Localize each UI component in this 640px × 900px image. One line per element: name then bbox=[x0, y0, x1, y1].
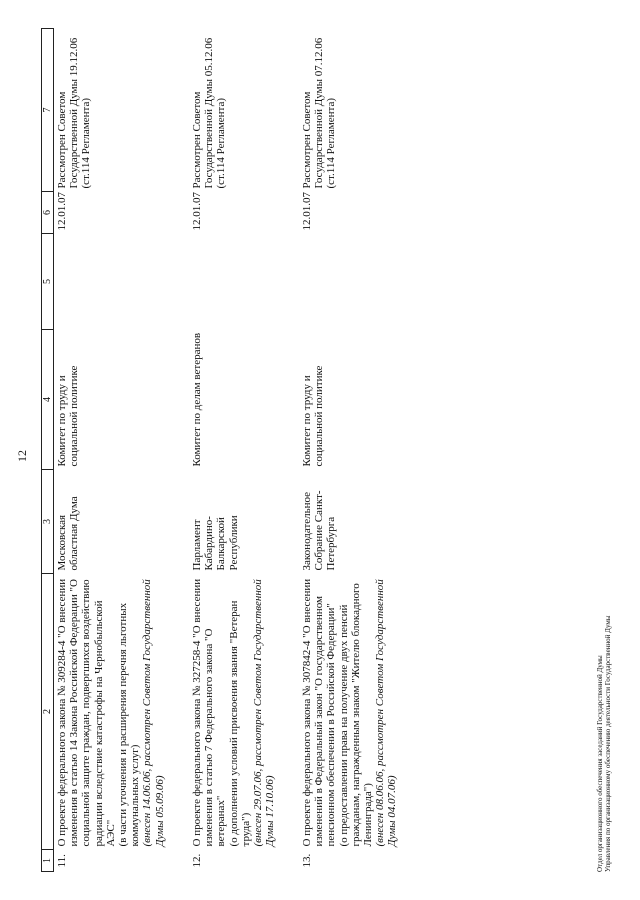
table-row bbox=[299, 29, 441, 872]
row-number: 13. bbox=[301, 853, 313, 868]
initiator-cell: Законодательное Собрание Санкт-Петербурга bbox=[301, 490, 338, 571]
column-header-4: 4 bbox=[42, 330, 54, 470]
bill-note: (в части уточнения и расширения перечня льготных коммунальных услуг) bbox=[117, 602, 142, 847]
column-5-cell bbox=[54, 234, 190, 330]
footer-department: Отдел организационного обеспечения заседаний Государственной Думы bbox=[596, 655, 604, 872]
committee-cell: Комитет по труду и социальной политике bbox=[301, 365, 326, 467]
date-cell: 12.01.07 bbox=[301, 192, 313, 231]
header-row bbox=[42, 29, 54, 872]
committee-cell: Комитет по делам ветеранов bbox=[191, 332, 203, 467]
page-number: 12 bbox=[15, 450, 29, 462]
column-header-1: 1 bbox=[42, 850, 54, 872]
bills-table bbox=[41, 28, 441, 872]
bill-title: О проекте федерального закона № 307842-4 "О внесении изменений в Федеральный закон "О государственном пенсионном обеспечении в Российской Федерации" bbox=[301, 578, 338, 847]
status-cell: Рассмотрен Советом Государственной Думы 19.12.06 (ст.114 Регламента) bbox=[56, 37, 93, 189]
footer-directorate: Управления по организационному обеспечению деятельности Государственной Думы bbox=[604, 615, 612, 872]
column-5-cell bbox=[299, 234, 441, 330]
table-row bbox=[189, 29, 299, 872]
column-header-6: 6 bbox=[42, 192, 54, 234]
table-row bbox=[54, 29, 190, 872]
column-header-5: 5 bbox=[42, 234, 54, 330]
column-header-3: 3 bbox=[42, 470, 54, 574]
status-cell: Рассмотрен Советом Государственной Думы 05.12.06 (ст.114 Регламента) bbox=[191, 37, 228, 189]
initiator-cell: Парламент Кабардино-Балкарской Республики bbox=[191, 515, 240, 571]
bill-description bbox=[189, 574, 299, 850]
column-5-cell bbox=[189, 234, 299, 330]
bill-title: О проекте федерального закона № 327258-4 "О внесении изменения в статью 7 Федерального закона "О ветеранах" bbox=[191, 578, 228, 847]
committee-cell: Комитет по труду и социальной политике bbox=[56, 365, 81, 467]
column-header-2: 2 bbox=[42, 574, 54, 850]
bill-description bbox=[54, 574, 190, 850]
status-cell: Рассмотрен Советом Государственной Думы 07.12.06 (ст.114 Регламента) bbox=[301, 37, 338, 189]
bill-introduced: (внесен 08.06.06, рассмотрен Советом Государственной Думы 04.07.06) bbox=[374, 579, 399, 847]
bill-title: О проекте федерального закона № 309284-4 "О внесении изменения в статью 14 Закона Российской Федерации "О социальной защите граждан, подвергшихся воздействию радиации вследствие катастрофы на Чернобыльской АЭС" bbox=[56, 578, 117, 847]
bill-note: (о предоставлении права на получение двух пенсий гражданам, награжденным знаком "Жителю блокадного Ленинграда") bbox=[337, 583, 375, 847]
initiator-cell: Московская областная Дума bbox=[56, 496, 81, 571]
bill-description bbox=[299, 574, 441, 850]
date-cell: 12.01.07 bbox=[191, 192, 203, 231]
row-number: 12. bbox=[191, 853, 203, 868]
bill-note: (о дополнении условий присвоения звания "Ветеран труда") bbox=[227, 600, 252, 847]
bill-introduced: (внесен 14.06.06, рассмотрен Советом Государственной Думы 05.09.06) bbox=[141, 579, 166, 847]
date-cell: 12.01.07 bbox=[56, 192, 68, 231]
column-header-7: 7 bbox=[42, 29, 54, 192]
bill-introduced: (внесен 29.07.06, рассмотрен Советом Государственной Думы 17.10.06) bbox=[252, 579, 277, 847]
row-number: 11. bbox=[56, 854, 68, 868]
